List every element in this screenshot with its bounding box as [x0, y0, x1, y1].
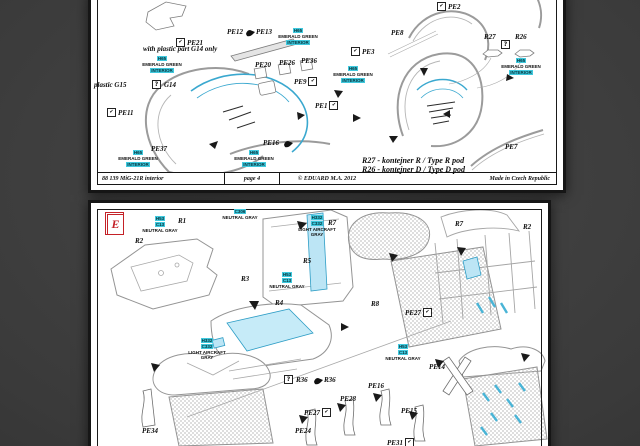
part-label-text: R2 — [523, 223, 532, 231]
paint-target: INTERIOR — [151, 68, 173, 73]
checkbox-icon: ✔ — [423, 308, 432, 317]
paint-code: H65 — [157, 56, 167, 61]
checkbox-icon: ✔ — [437, 2, 446, 11]
paint-target: INTERIOR — [287, 40, 309, 45]
part-label-text: R27 — [484, 33, 496, 41]
part-label-text: PE2 — [448, 2, 461, 11]
copyright-text: © EDUARD M.A. 2012 — [297, 175, 357, 182]
paint-name: NEUTRAL GRAY — [142, 228, 178, 233]
part-label-text: PE27 — [304, 408, 320, 417]
paint-target: INTERIOR — [127, 162, 149, 167]
paint-name: EMERALD GREEN — [234, 156, 274, 161]
paint-name: EMERALD GREEN — [501, 64, 541, 69]
paint-name: EMERALD GREEN — [142, 62, 182, 67]
part-label-text: R26 — [515, 33, 527, 41]
part-label-text: PE8 — [391, 29, 404, 37]
part-label-text: PE9 — [294, 77, 307, 86]
paint-name: NEUTRAL GRAY — [385, 356, 421, 361]
paint-code: H53 — [155, 216, 165, 221]
part-label-text: R1 — [178, 217, 187, 225]
part-label-text: PE16 — [368, 382, 384, 390]
eduard-logo — [105, 212, 124, 235]
part-label-text: PE12 — [227, 28, 243, 36]
paint-target: INTERIOR — [243, 162, 265, 167]
paint-code: C332 — [201, 344, 213, 349]
paint-code: C13 — [398, 350, 408, 355]
paint-code: H65 — [516, 58, 526, 63]
paint-code: H65 — [133, 150, 143, 155]
part-label-text: PE31 — [387, 438, 403, 446]
paint-name: EMERALD GREEN — [278, 34, 318, 39]
part-label-text: PE13 — [256, 28, 272, 36]
paint-code: H65 — [348, 66, 358, 71]
paint-code: H65 — [249, 150, 259, 155]
part-label-text: R2 — [135, 237, 144, 245]
part-label-text: PE3 — [362, 47, 375, 56]
part-label-text: PE7 — [505, 143, 518, 151]
part-label-text: R8 — [371, 300, 380, 308]
instruction-page-top — [88, 0, 566, 193]
paint-code: C332 — [311, 221, 323, 226]
paint-name: EMERALD GREEN — [333, 72, 373, 77]
paint-code: C13 — [282, 278, 292, 283]
paint-code: H65 — [293, 28, 303, 33]
part-label-text: R36 — [324, 376, 336, 384]
checkbox-icon: ✔ — [329, 101, 338, 110]
paint-target: INTERIOR — [510, 70, 532, 75]
paint-code: H332 — [201, 338, 213, 343]
checkbox-icon: ✔ — [308, 77, 317, 86]
part-label-text: R3 — [241, 275, 250, 283]
top-page-line-art — [91, 0, 563, 194]
paint-target: INTERIOR — [342, 78, 364, 83]
paint-name: NEUTRAL GRAY — [222, 215, 258, 220]
checkbox-icon: ✔ — [176, 38, 185, 47]
paint-name: LIGHT AIRCRAFT GRAY — [298, 227, 336, 237]
checkbox-icon: ✔ — [322, 408, 331, 417]
part-label-text: PE11 — [118, 108, 134, 117]
part-label-text: PE28 — [340, 395, 356, 403]
note-text: plastic G15 — [94, 81, 127, 89]
part-label-text: R7 — [328, 219, 337, 227]
made-in-text: Made in Czech Republic — [489, 175, 550, 182]
eduard-logo-letter: E — [107, 214, 124, 235]
page-number: page 4 — [225, 173, 280, 184]
question-box-icon: ? — [152, 80, 161, 89]
part-label-text: PE24 — [295, 427, 311, 435]
paint-code: C13 — [155, 222, 165, 227]
paint-code: H332 — [311, 215, 323, 220]
part-label-text: PE37 — [151, 145, 167, 153]
paint-code: C306 — [234, 209, 246, 214]
part-label-text: PE34 — [142, 427, 158, 435]
part-label-text: PE21 — [187, 38, 203, 47]
bottom-page-line-art — [91, 203, 549, 446]
part-label-text: PE16 — [263, 139, 279, 147]
kit-number: 88 139 MiG-21R interior — [98, 173, 225, 184]
part-label-text: R5 — [303, 257, 312, 265]
part-label-text: PE1 — [315, 101, 328, 110]
checkbox-icon: ✔ — [351, 47, 360, 56]
question-box-icon: ? — [284, 375, 293, 384]
part-label-text: R36 — [296, 376, 308, 384]
part-label-text: PE15 — [401, 407, 417, 415]
instruction-page-bottom — [88, 200, 551, 446]
paint-name: EMERALD GREEN — [118, 156, 158, 161]
part-label-text: PE20 — [255, 61, 271, 69]
part-label-text: R4 — [275, 299, 284, 307]
page-footer — [97, 172, 557, 185]
paint-name: LIGHT AIRCRAFT GRAY — [188, 350, 226, 360]
part-label-text: PE26 — [279, 59, 295, 67]
question-box-icon: ? — [501, 40, 510, 49]
note-text: R27 - kontejner R / Type R pod — [362, 156, 465, 165]
note-text: R26 - kontejner D / Type D pod — [362, 165, 466, 174]
part-label-text: PE14 — [429, 363, 445, 371]
part-label-text: PE36 — [301, 57, 317, 65]
part-label-text: R7 — [455, 220, 464, 228]
checkbox-icon: ✔ — [405, 438, 414, 446]
paint-code: H53 — [398, 344, 408, 349]
note-text: with plastic part G14 only — [143, 45, 218, 53]
paint-name: NEUTRAL GRAY — [269, 284, 305, 289]
note-text: G14 — [164, 81, 177, 89]
checkbox-icon: ✔ — [107, 108, 116, 117]
paint-code: H53 — [282, 272, 292, 277]
part-label-text: PE27 — [405, 308, 421, 317]
